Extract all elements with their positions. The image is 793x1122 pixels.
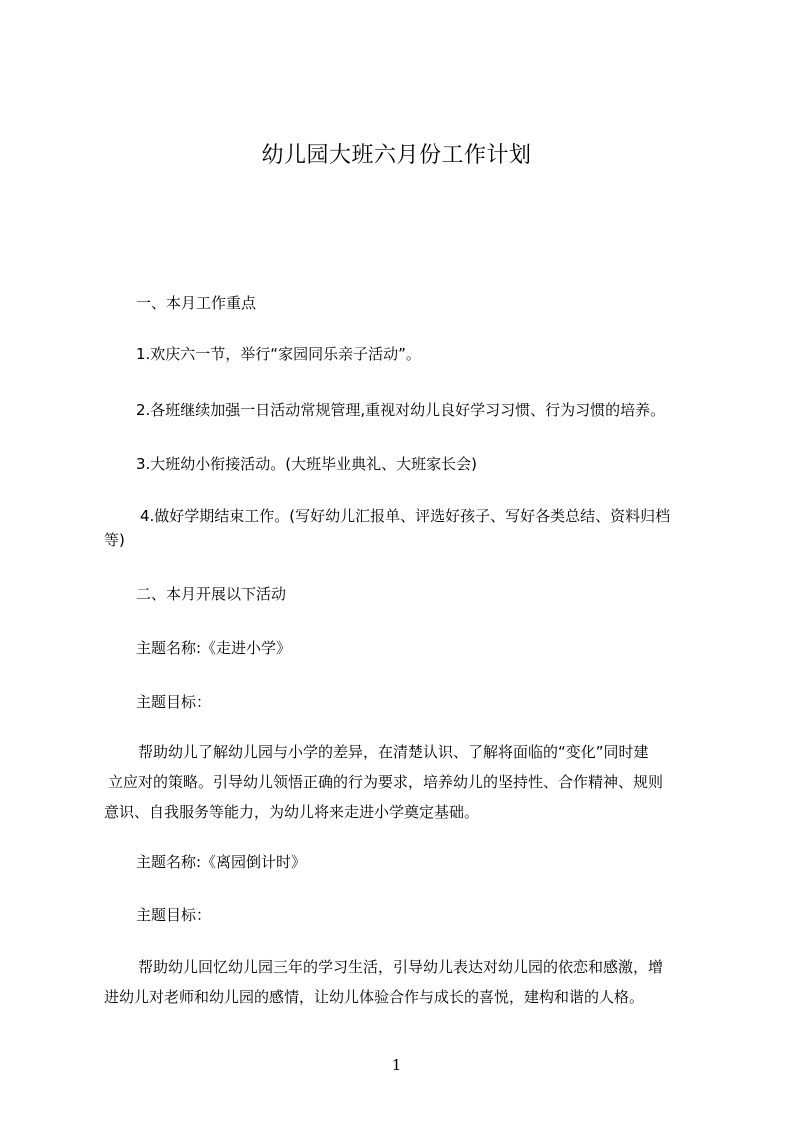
list-item: 4.做好学期结束工作。(写好幼儿汇报单、评选好孩子、写好各类总结、资料归档 xyxy=(140,507,671,525)
list-item: 3.大班幼小衔接活动。(大班毕业典礼、大班家长会) xyxy=(136,455,478,473)
paragraph-line: 立应对的策略。引导幼儿领悟正确的行为要求，培养幼儿的坚持性、合作精神、规则 xyxy=(108,773,664,791)
page-number: 1 xyxy=(391,1056,402,1074)
theme-goal-label: 主题目标： xyxy=(136,906,212,924)
paragraph-line: 进幼儿对老师和幼儿园的感情，让幼儿体验合作与成长的喜悦，建构和谐的人格。 xyxy=(104,988,645,1006)
list-item: 1.欢庆六一节，举行“家园同乐亲子活动”。 xyxy=(136,345,421,363)
theme-goal-label: 主题目标： xyxy=(136,693,212,711)
section-heading-focus: 一、本月工作重点 xyxy=(136,294,257,312)
list-item-continuation: 等) xyxy=(104,531,125,549)
section-heading-activities: 二、本月开展以下活动 xyxy=(136,585,287,603)
theme-goal-paragraph xyxy=(104,737,716,827)
document-title: 幼儿园大班六月份工作计划 xyxy=(261,143,532,168)
theme-name: 主题名称:《走进小学》 xyxy=(136,639,292,657)
theme-goal-paragraph xyxy=(104,952,716,1012)
theme-name: 主题名称:《离园倒计时》 xyxy=(136,853,307,871)
paragraph-line: 帮助幼儿回忆幼儿园三年的学习生活，引导幼儿表达对幼儿园的依恋和感激，增 xyxy=(138,958,664,976)
list-item: 2.各班继续加强一日活动常规管理,重视对幼儿良好学习习惯、行为习惯的培养。 xyxy=(136,401,666,419)
paragraph-line: 帮助幼儿了解幼儿园与小学的差异，在清楚认识、了解将面临的“变化”同时建 xyxy=(138,743,649,761)
paragraph-line: 意识、自我服务等能力，为幼儿将来走进小学奠定基础。 xyxy=(104,803,480,821)
